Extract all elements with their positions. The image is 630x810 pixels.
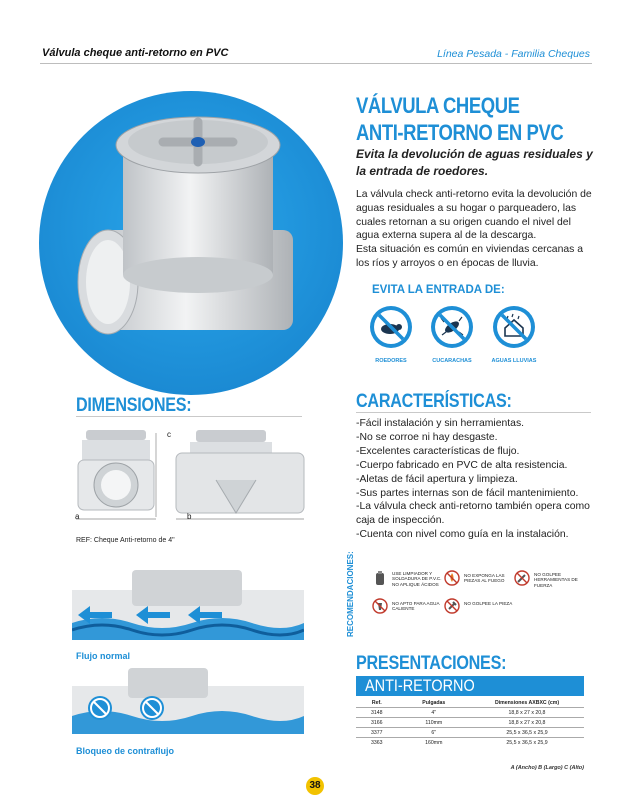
recomendacion-item: NO APTO PARA AGUA CALIENTE [392, 601, 440, 612]
caracteristica-item: -Aletas de fácil apertura y limpieza. [356, 473, 518, 485]
presentaciones-subtitle: ANTI-RETORNO [365, 676, 475, 695]
caracteristicas-title: CARACTERÍSTICAS: [356, 391, 512, 412]
no-force-tools-icon [514, 570, 530, 586]
recomendacion-item: NO GOLPEE LA PIEZA [464, 601, 513, 606]
flujo-bloqueo-label: Bloqueo de contraflujo [76, 746, 174, 756]
header-divider [40, 63, 592, 64]
no-fire-icon [444, 570, 460, 586]
presentaciones-subtitle-bar [356, 676, 584, 696]
cleaner-can-icon [372, 570, 388, 586]
valve-level-indicator [191, 137, 205, 147]
normal-flow-diagram [72, 568, 304, 650]
dimensions-note: A (Ancho) B (Largo) C (Alto) [510, 765, 584, 771]
table-row: 3148 4" 18,8 x 27 x 20,8 [356, 708, 584, 718]
dimensiones-title: DIMENSIONES: [76, 395, 192, 416]
table-row: 3166 110mm 18,8 x 27 x 20,8 [356, 718, 584, 728]
flujo-normal-label: Flujo normal [76, 651, 130, 661]
dimension-label-b: b [187, 512, 192, 521]
table-header-cell: Dimensiones AXBXC (cm) [494, 699, 560, 706]
rat-prohibited-icon [368, 304, 414, 350]
table-header-row [356, 698, 584, 708]
no-hot-water-icon [372, 598, 388, 614]
evita-label-aguas-lluvias: AGUAS LLUVIAS [491, 358, 537, 364]
no-hammer-icon [444, 598, 460, 614]
product-description: La válvula check anti-retorno evita la devolución de aguas residuales a su hogar o parqueadero, las cuales retornan a su origen cuando el nivel del agua externa supera al de la descarga. Esta situación es común en viviendas cercanas a los ríos y arroyos o en épocas de lluvia. [356, 189, 592, 269]
evita-title: EVITA LA ENTRADA DE: [372, 284, 505, 296]
recomendacion-item: USE LIMPIADOR Y SOLDADURA DE P.V.C. NO APLIQUE ÁCIDOS [392, 571, 442, 587]
evita-label-roedores: ROEDORES [375, 358, 407, 364]
product-subtitle: Evita la devolución de aguas residuales y la entrada de roedores. [356, 147, 593, 178]
product-title: VÁLVULA CHEQUE ANTI-RETORNO EN PVC [356, 93, 564, 145]
dimension-drawing [76, 425, 306, 525]
caracteristica-item: -No se corroe ni hay desgaste. [356, 431, 498, 443]
evita-label-cucarachas: CUCARACHAS [432, 358, 472, 364]
caracteristica-item: -Cuenta con nivel como guía en la instalación. [356, 529, 569, 541]
recomendaciones-title: RECOMENDACIONES: [346, 551, 355, 637]
table-row: 3377 6" 25,5 x 36,5 x 25,9 [356, 728, 584, 738]
header-left-title: Válvula cheque anti-retorno en PVC [42, 47, 229, 59]
presentaciones-table [356, 698, 584, 747]
backflow-block-diagram [72, 668, 304, 742]
caracteristica-item: -Sus partes internas son de fácil mantenimiento. [356, 487, 579, 499]
presentaciones-title: PRESENTACIONES: [356, 653, 507, 674]
caracteristicas-list [356, 417, 606, 542]
dimension-label-c: c [167, 430, 171, 439]
table-row: 3363 160mm 25,5 x 36,5 x 25,9 [356, 738, 584, 748]
dimensiones-divider [76, 416, 302, 417]
product-hero-image [38, 90, 344, 396]
caracteristica-item: -Fácil instalación y sin herramientas. [356, 418, 525, 429]
caracteristica-item: -Excelentes características de flujo. [356, 445, 520, 457]
recomendacion-item: NO EXPONGA LAS PIEZAS AL FUEGO [464, 573, 505, 584]
caracteristica-item: -La válvula check anti-retorno también opera como caja de inspección. [356, 501, 590, 527]
header-right-title: Línea Pesada - Familia Cheques [437, 48, 590, 60]
table-header-cell: Ref. [371, 699, 382, 706]
dimension-label-a: a [75, 512, 80, 521]
caracteristica-item: -Cuerpo fabricado en PVC de alta resistencia. [356, 459, 568, 471]
page-number: 38 [306, 777, 324, 795]
table-header-cell: Pulgadas [422, 699, 446, 706]
cockroach-prohibited-icon [429, 304, 475, 350]
caracteristicas-divider [356, 412, 591, 413]
recomendacion-item: NO GOLPEE HERRAMIENTAS DE FUERZA [534, 572, 578, 588]
rain-house-prohibited-icon [491, 304, 537, 350]
dimension-reference: REF: Cheque Anti-retorno de 4" [76, 537, 175, 544]
